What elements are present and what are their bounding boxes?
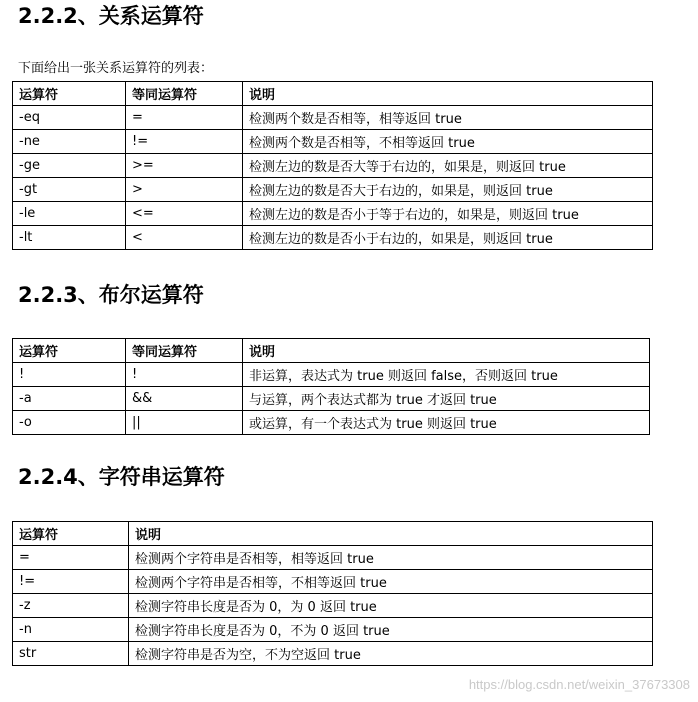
operator-cell: -ge	[13, 154, 126, 178]
column-header: 运算符	[13, 522, 129, 546]
equivalent-cell: !	[126, 363, 243, 387]
operator-cell: !	[13, 363, 126, 387]
description-cell: 检测两个字符串是否相等，相等返回 true	[129, 546, 653, 570]
column-header: 运算符	[13, 82, 126, 106]
watermark-url: https://blog.csdn.net/weixin_37673308	[468, 677, 690, 692]
operator-cell: -lt	[13, 226, 126, 250]
description-cell: 检测左边的数是否大于右边的，如果是，则返回 true	[243, 178, 653, 202]
description-cell: 与运算，两个表达式都为 true 才返回 true	[243, 387, 650, 411]
table-row	[13, 106, 653, 130]
table-row	[13, 130, 653, 154]
operator-cell: -a	[13, 387, 126, 411]
table-header-row	[13, 339, 650, 363]
equivalent-cell: >	[126, 178, 243, 202]
operator-cell: str	[13, 642, 129, 666]
equivalent-cell: =	[126, 106, 243, 130]
table-header-row	[13, 522, 653, 546]
table-header-row	[13, 82, 653, 106]
table-row	[13, 178, 653, 202]
description-cell: 检测两个数是否相等，不相等返回 true	[243, 130, 653, 154]
operator-cell: -ne	[13, 130, 126, 154]
description-cell: 或运算，有一个表达式为 true 则返回 true	[243, 411, 650, 435]
equivalent-cell: <	[126, 226, 243, 250]
description-cell: 检测字符串是否为空，不为空返回 true	[129, 642, 653, 666]
table-row	[13, 642, 653, 666]
table-row	[13, 618, 653, 642]
description-cell: 检测字符串长度是否为 0，为 0 返回 true	[129, 594, 653, 618]
operator-cell: -n	[13, 618, 129, 642]
column-header: 说明	[129, 522, 653, 546]
string-operators-table	[12, 521, 653, 666]
operator-cell: -eq	[13, 106, 126, 130]
equivalent-cell: <=	[126, 202, 243, 226]
column-header: 说明	[243, 82, 653, 106]
description-cell: 检测左边的数是否大等于右边的，如果是，则返回 true	[243, 154, 653, 178]
column-header: 等同运算符	[126, 82, 243, 106]
description-cell: 非运算，表达式为 true 则返回 false，否则返回 true	[243, 363, 650, 387]
column-header: 说明	[243, 339, 650, 363]
table-row	[13, 570, 653, 594]
table-row	[13, 546, 653, 570]
table-row	[13, 226, 653, 250]
description-cell: 检测左边的数是否小于等于右边的，如果是，则返回 true	[243, 202, 653, 226]
section-heading-boolean: 2.2.3、布尔运算符	[18, 283, 204, 307]
description-cell: 检测两个字符串是否相等，不相等返回 true	[129, 570, 653, 594]
table-row	[13, 363, 650, 387]
equivalent-cell: &&	[126, 387, 243, 411]
relational-operators-table	[12, 81, 653, 250]
operator-cell: -z	[13, 594, 129, 618]
description-cell: 检测左边的数是否小于右边的，如果是，则返回 true	[243, 226, 653, 250]
boolean-operators-table	[12, 338, 650, 435]
section-heading-relational: 2.2.2、关系运算符	[18, 4, 204, 28]
section-heading-string: 2.2.4、字符串运算符	[18, 465, 225, 489]
column-header: 等同运算符	[126, 339, 243, 363]
description-cell: 检测两个数是否相等，相等返回 true	[243, 106, 653, 130]
operator-cell: -gt	[13, 178, 126, 202]
table-row	[13, 411, 650, 435]
relational-intro-text: 下面给出一张关系运算符的列表：	[18, 61, 214, 76]
table-row	[13, 387, 650, 411]
equivalent-cell: >=	[126, 154, 243, 178]
operator-cell: -o	[13, 411, 126, 435]
table-row	[13, 154, 653, 178]
table-row	[13, 202, 653, 226]
operator-cell: !=	[13, 570, 129, 594]
operator-cell: -le	[13, 202, 126, 226]
equivalent-cell: !=	[126, 130, 243, 154]
column-header: 运算符	[13, 339, 126, 363]
table-row	[13, 594, 653, 618]
operator-cell: =	[13, 546, 129, 570]
description-cell: 检测字符串长度是否为 0，不为 0 返回 true	[129, 618, 653, 642]
equivalent-cell: ||	[126, 411, 243, 435]
